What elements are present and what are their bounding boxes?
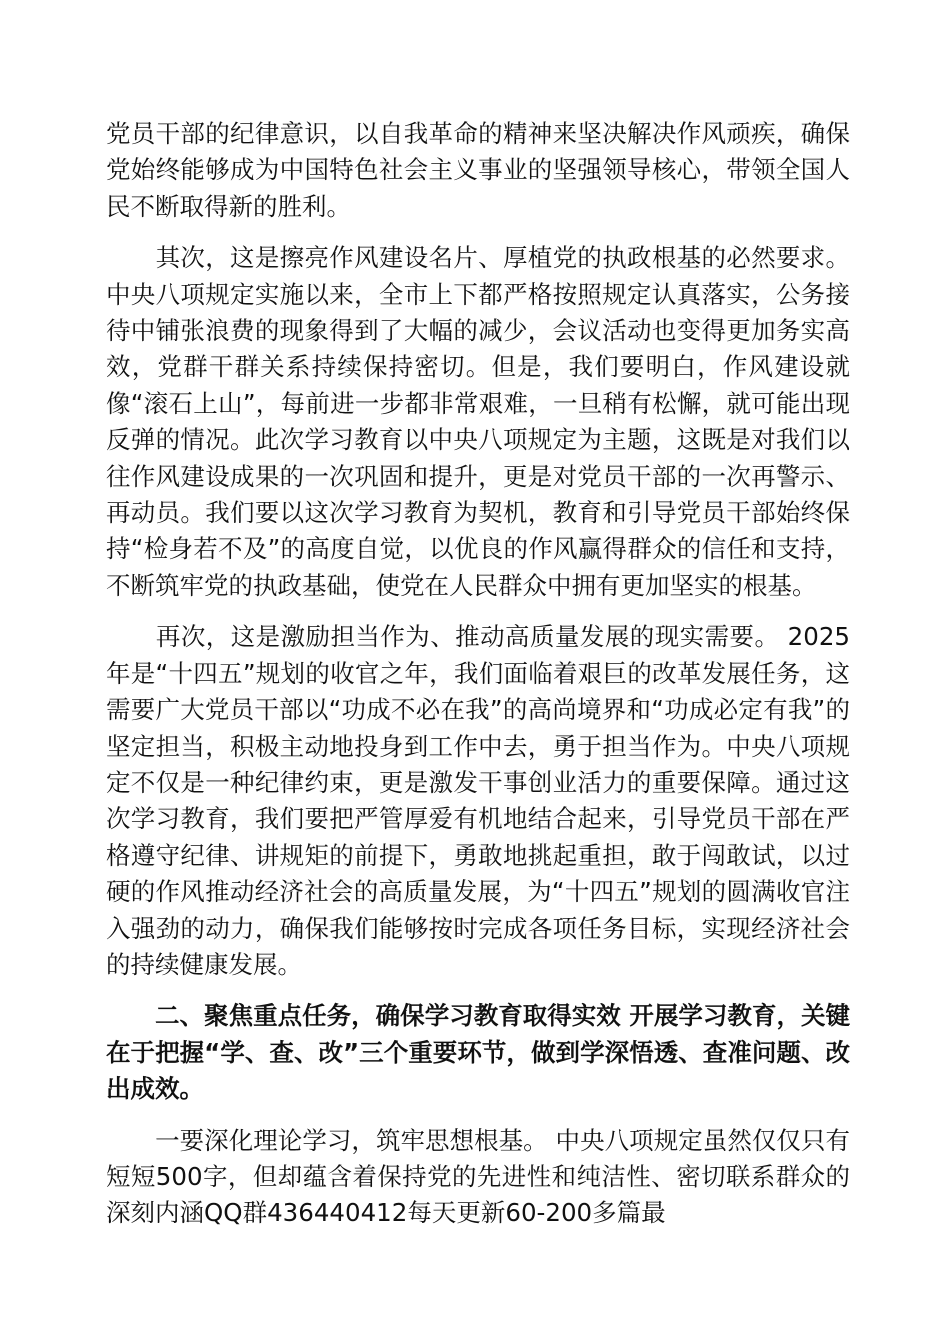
section-heading: 二、聚焦重点任务，确保学习教育取得实效 开展学习教育，关键在于把握“学、查、改”三个重要环节，做到学深悟透、查准问题、改出成效。: [106, 1001, 850, 1104]
paragraph-3: 再次，这是激励担当作为、推动高质量发展的现实需要。 2025年是“十四五”规划的收官之年，我们面临着艰巨的改革发展任务，这需要广大党员干部以“功成不必在我”的高尚境界和“功成必定有我”的坚定担当，积极主动地投身到工作中去，勇于担当作为。中央八项规定不仅是一种纪律约束，更是激发干事创业活力的重要保障。通过这次学习教育，我们要把严管厚爱有机地结合起来，引导党员干部在严格遵守纪律、讲规矩的前提下，勇敢地挑起重担，敢于闯敢试，以过硬的作风推动经济社会的高质量发展，为“十四五”规划的圆满收官注入强劲的动力，确保我们能够按时完成各项任务目标，实现经济社会的持续健康发展。: [106, 622, 850, 979]
document-body: [106, 116, 850, 1232]
paragraph-1: 党员干部的纪律意识，以自我革命的精神来坚决解决作风顽疾，确保党始终能够成为中国特色社会主义事业的坚强领导核心，带领全国人民不断取得新的胜利。: [106, 119, 850, 221]
paragraph-2: 其次，这是擦亮作风建设名片、厚植党的执政根基的必然要求。 中央八项规定实施以来，全市上下都严格按照规定认真落实，公务接待中铺张浪费的现象得到了大幅的减少，会议活动也变得更加务实高效，党群干群关系持续保持密切。但是，我们要明白，作风建设就像“滚石上山”，每前进一步都非常艰难，一旦稍有松懈，就可能出现反弹的情况。此次学习教育以中央八项规定为主题，这既是对我们以往作风建设成果的一次巩固和提升，更是对党员干部的一次再警示、再动员。我们要以这次学习教育为契机，教育和引导党员干部始终保持“检身若不及”的高度自觉，以优良的作风赢得群众的信任和支持，不断筑牢党的执政基础，使党在人民群众中拥有更加坚实的根基。: [106, 243, 850, 600]
paragraph-4: 一要深化理论学习，筑牢思想根基。 中央八项规定虽然仅仅只有短短500字，但却蕴含着保持党的先进性和纯洁性、密切联系群众的深刻内涵QQ群436440412每天更新60-200多篇最: [106, 1125, 850, 1228]
